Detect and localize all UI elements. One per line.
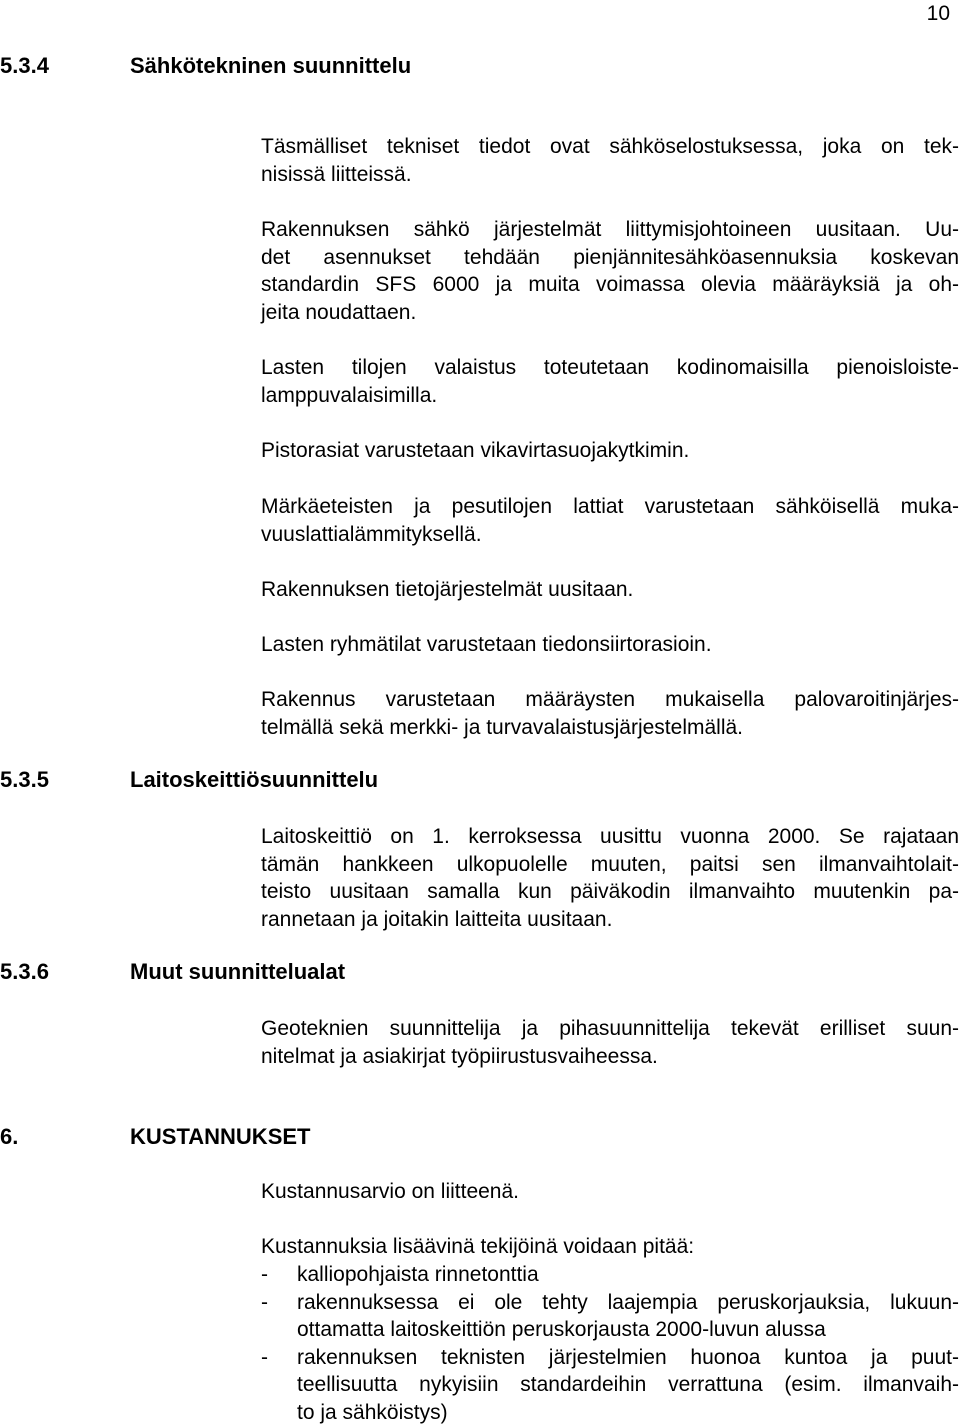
paragraph-line: Lasten ryhmätilat varustetaan tiedonsiirtorasioin. (261, 633, 712, 656)
paragraph-line: lamppuvalaisimilla. (261, 383, 438, 407)
list-item-line: to ja sähköistys) (297, 1400, 448, 1424)
paragraph-line: Kustannuksia lisäävinä tekijöinä voidaan pitää: (261, 1235, 695, 1258)
list-item (261, 1261, 959, 1289)
list-item-line: ottamatta laitoskeittiön peruskorjausta 2000-luvun alussa (297, 1318, 826, 1341)
paragraph-line: Lasten tilojen valaistus toteutetaan kodinomaisilla pienoisloiste- (261, 356, 959, 379)
dash-marker: - (261, 1263, 268, 1286)
dash-marker: - (261, 1345, 268, 1369)
paragraph-line: tämän hankkeen ulkopuolelle muuten, paitsi sen ilmanvaihtolait- (261, 852, 959, 876)
paragraph-line: Täsmälliset tekniset tiedot ovat sähköselostuksessa, joka on tek- (261, 135, 959, 158)
paragraph (261, 216, 959, 326)
section-title: Laitoskeittiösuunnittelu (130, 767, 379, 792)
bullet-list (261, 1261, 959, 1426)
paragraph-line: Laitoskeittiö on 1. kerroksessa uusittu vuonna 2000. Se rajataan (261, 825, 959, 848)
section-heading-electrical (0, 53, 411, 79)
paragraph (261, 823, 959, 933)
paragraph-line: telmällä sekä merkki- ja turvavalaistusjärjestelmällä. (261, 715, 743, 739)
paragraph (261, 631, 959, 659)
page-number: 10 (926, 2, 950, 25)
paragraph-line: jeita noudattaen. (261, 300, 417, 324)
paragraph-line: nitelmat ja asiakirjat työpiirustusvaiheessa. (261, 1044, 658, 1068)
paragraph-line: Rakennuksen tietojärjestelmät uusitaan. (261, 578, 634, 601)
list-item-line: kalliopohjaista rinnetonttia (297, 1263, 539, 1286)
paragraph (261, 576, 959, 604)
paragraph-line: Märkäeteisten ja pesutilojen lattiat varustetaan sähköisellä muka- (261, 495, 959, 518)
section-number: 5.3.4 (0, 53, 49, 78)
paragraph-line: Pistorasiat varustetaan vikavirtasuojakytkimin. (261, 439, 690, 462)
paragraph (261, 133, 959, 188)
paragraph (261, 493, 959, 548)
section-heading-costs (0, 1124, 310, 1150)
paragraph-line: Kustannusarvio on liitteenä. (261, 1180, 519, 1203)
paragraph-line: nisissä liitteissä. (261, 162, 412, 186)
section-heading-other (0, 959, 345, 985)
paragraph-line: det asennukset tehdään pienjännitesähköasennuksia koskevan (261, 245, 959, 269)
paragraph (261, 686, 959, 741)
list-item (261, 1289, 959, 1344)
paragraph (261, 1233, 959, 1261)
section-number: 6. (0, 1124, 19, 1149)
paragraph (261, 354, 959, 409)
paragraph-line: standardin SFS 6000 ja muita voimassa olevia määräyksiä ja oh- (261, 273, 959, 296)
section-title: Sähkötekninen suunnittelu (130, 53, 412, 78)
paragraph-line: Rakennuksen sähkö järjestelmät liittymisjohtoineen uusitaan. Uu- (261, 218, 959, 241)
paragraph (261, 1178, 959, 1206)
paragraph-line: rannetaan ja joitakin laitteita uusitaan. (261, 907, 613, 931)
section-heading-kitchen (0, 767, 378, 793)
paragraph (261, 1015, 959, 1070)
list-item-line: rakennuksessa ei ole tehty laajempia peruskorjauksia, lukuun- (297, 1290, 959, 1314)
section-number: 5.3.6 (0, 959, 49, 984)
list-item-line: teellisuutta nykyisiin standardeihin verrattuna (esim. ilmanvaih- (297, 1373, 959, 1396)
dash-marker: - (261, 1290, 268, 1314)
paragraph-line: vuuslattialämmityksellä. (261, 522, 482, 546)
section-title: Muut suunnittelualat (130, 959, 346, 984)
paragraph-line: Geoteknien suunnittelija ja pihasuunnittelija tekevät erilliset suun- (261, 1017, 959, 1040)
list-item (261, 1344, 959, 1427)
list-item-line: rakennuksen teknisten järjestelmien huonoa kuntoa ja puut- (297, 1345, 959, 1369)
section-title: KUSTANNUKSET (130, 1124, 311, 1149)
paragraph-line: Rakennus varustetaan määräysten mukaisella palovaroitinjärjes- (261, 688, 959, 711)
paragraph (261, 437, 959, 465)
section-number: 5.3.5 (0, 767, 49, 792)
paragraph-line: teisto uusitaan samalla kun päiväkodin ilmanvaihto muutenkin pa- (261, 880, 959, 903)
